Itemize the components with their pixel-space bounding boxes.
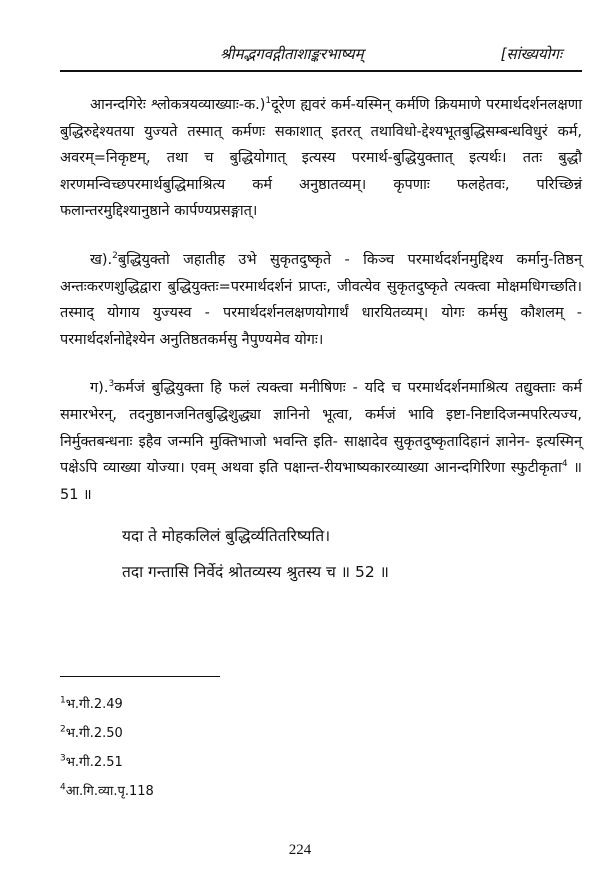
paragraph-lead: ख). xyxy=(90,251,113,268)
paragraph-commentary-b xyxy=(60,247,582,353)
footnote-text: भ.गी.2.51 xyxy=(65,755,123,770)
header-rule xyxy=(60,70,582,72)
footnote-ref: 3 xyxy=(108,379,115,390)
footnote-number: 4 xyxy=(60,782,66,793)
header-title: श्रीमद्भगवद्गीताशाङ्करभाष्यम् xyxy=(220,45,364,63)
paragraph-commentary-a xyxy=(60,92,582,225)
footnote-item xyxy=(60,777,360,806)
verse-line-2: तदा गन्तासि निर्वेदं श्रोतव्यस्य श्रुतस्य च ॥ 52 ॥ xyxy=(122,563,389,582)
paragraph-text: कर्मजं बुद्धियुक्ता हि फलं त्यक्त्वा मनीषिणः - यदि च परमार्थदर्शनमाश्रित्य तद्युक्ताः कर्म समारभेरन्, तदनुष्ठानजनितबुद्धिशुद्ध्या ज्ञानिनो भूत्वा, कर्मजं भावि इष्टा-निष्टादिजन्मपरित्यज्य, निर्मुक्तबन्धनाः इहैव जन्मनि मुक्तिभाजो भवन्ति इति- साक्षादेव सुकृतदुष्कृतादिहानं ज्ञानेन- इत्यस्मिन् पक्षेऽपि व्याख्या योज्या। एवम् अथवा इति पक्षान्त-रीयभाष्यकारव्याख्या आनन्दगिरिणा स्फुटीकृता xyxy=(60,380,582,477)
footnote-number: 3 xyxy=(60,753,66,764)
paragraph-commentary-c xyxy=(60,375,582,508)
paragraph-lead: ग). xyxy=(90,380,109,397)
paragraph-lead: आनन्दगिरेः श्लोकत्रयव्याख्याः-क.) xyxy=(90,97,266,113)
paragraph-text: दूरेण ह्यवरं कर्म-यस्मिन् कर्मणि क्रियमाणे परमार्थदर्शनलक्षणा बुद्धिरुद्देश्यतया युज्यते तस्मात् कर्मणः सकाशात् इतरत् तथाविधो-द्देश्यभूतबुद्धिसम्बन्धविधुरं कर्म, अवरम्=निकृष्टम्, तथा च बुद्धियोगात् इत्यस्य परमार्थ-बुद्धियुक्तात् इत्यर्थः। ततः बुद्धौ शरणमन्विच्छपरमार्थबुद्धिमाश्रित्य कर्म अनुष्ठातव्यम्। कृपणाः फलहेतवः, परिच्छिन्नं फलान्तरमुद्दिश्यानुष्ठाने कार्पण्यप्रसङ्गात्। xyxy=(60,97,582,220)
paragraph-text: बुद्धियुक्तो जहातीह उभे सुकृतदुष्कृते - किञ्च परमार्थदर्शनमुद्दिश्य कर्मानु-तिष्ठन् अन्तःकरणशुद्धिद्वारा बुद्धियुक्तः=परमार्थदर्शनं प्राप्तः, जीवत्येव सुकृतदुष्कृते त्यक्त्वा मोक्षमधिगच्छति। तस्माद् योगाय युज्यस्व - परमार्थदर्शनलक्षणयोगार्थं धारयितव्यम्। योगः कर्मसु कौशलम् - परमार्थदर्शनोद्देश्येन अनुतिष्ठतकर्मसु नैपुण्यमेव योगः। xyxy=(60,251,582,348)
footnote-text: भ.गी.2.50 xyxy=(65,726,123,741)
footnote-number: 1 xyxy=(60,695,66,706)
header-section: [सांख्ययोगः xyxy=(500,45,562,63)
footnote-item xyxy=(60,719,360,748)
footnotes xyxy=(60,690,360,806)
footnote-text: भ.गी.2.49 xyxy=(65,697,123,712)
footnote-ref: 1 xyxy=(265,96,272,107)
footnote-number: 2 xyxy=(60,724,66,735)
verse-block xyxy=(60,518,582,590)
footnote-item xyxy=(60,690,360,719)
footnote-rule xyxy=(60,676,220,677)
footnote-ref: 4 xyxy=(561,459,568,470)
verse-number: ॥ 51 ॥ xyxy=(60,460,582,503)
main-text xyxy=(60,92,582,590)
footnote-item xyxy=(60,748,360,777)
footnote-ref: 2 xyxy=(112,251,118,262)
footnote-text: आ.गि.व्या.पृ.118 xyxy=(65,784,154,799)
verse-line-1: यदा ते मोहकलिलं बुद्धिर्व्यतितरिष्यति। xyxy=(122,527,331,546)
running-header xyxy=(60,44,580,70)
page-number: 224 xyxy=(288,842,312,858)
